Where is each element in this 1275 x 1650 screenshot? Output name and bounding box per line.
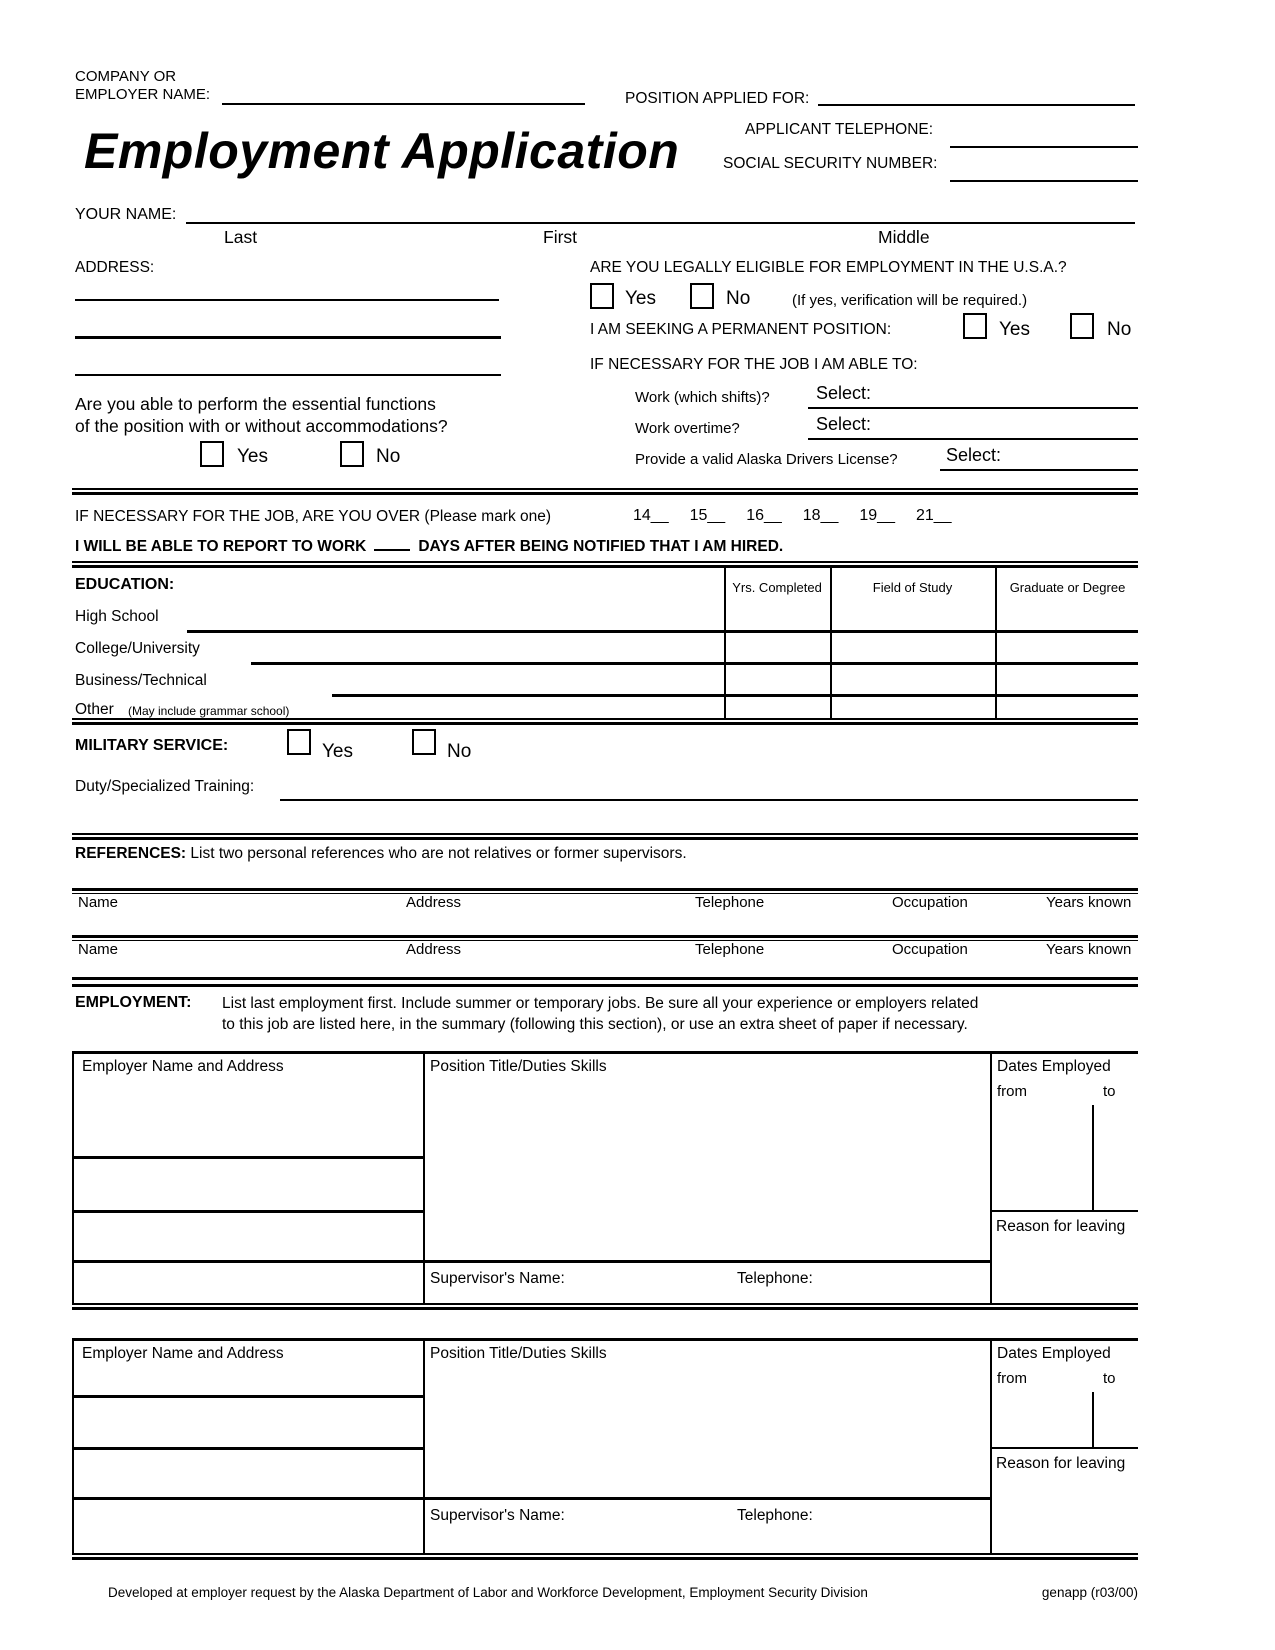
essential-functions-no-checkbox[interactable] <box>340 441 364 467</box>
permanent-yes-label: Yes <box>999 319 1030 340</box>
education-other-note: (May include grammar school) <box>128 704 290 718</box>
usa-eligible-no-checkbox[interactable] <box>690 283 714 309</box>
dates-from-to-divider <box>1092 1105 1094 1210</box>
reason-divider-line <box>990 1447 1138 1449</box>
reference-col-name: Name <box>78 941 119 958</box>
military-yes-checkbox[interactable] <box>287 729 311 755</box>
supervisor-name-label: Supervisor's Name: <box>430 1507 565 1524</box>
age-option-18[interactable]: 18__ <box>802 507 839 524</box>
employment-block-top-border <box>72 1338 1138 1341</box>
report-to-work-suffix: DAYS AFTER BEING NOTIFIED THAT I AM HIRED. <box>418 538 784 555</box>
form-title: Employment Application <box>84 123 680 179</box>
supervisor-telephone-label: Telephone: <box>737 1507 813 1524</box>
ssn-label: SOCIAL SECURITY NUMBER: <box>723 155 938 172</box>
dates-from-label: from <box>997 1083 1027 1100</box>
dates-to-label: to <box>1103 1083 1116 1100</box>
applicant-telephone-field-line[interactable] <box>950 146 1138 148</box>
military-no-label: No <box>447 741 472 762</box>
dates-employed-label: Dates Employed <box>997 1345 1111 1362</box>
employer-name-label: Employer Name and Address <box>82 1058 284 1075</box>
employment-column-divider <box>990 1051 992 1303</box>
education-row-business: Business/Technical <box>75 672 207 689</box>
essential-functions-question-line1: Are you able to perform the essential functions <box>75 394 436 414</box>
reference-col-telephone: Telephone <box>695 941 765 958</box>
reason-for-leaving-label: Reason for leaving <box>996 1455 1126 1472</box>
usa-eligible-question: ARE YOU LEGALLY ELIGIBLE FOR EMPLOYMENT IN THE U.S.A.? <box>590 259 1067 276</box>
essential-functions-yes-label: Yes <box>237 446 268 467</box>
section-divider <box>72 977 1138 987</box>
position-title-label: Position Title/Duties Skills <box>430 1058 607 1075</box>
position-title-label: Position Title/Duties Skills <box>430 1345 607 1362</box>
position-applied-label: POSITION APPLIED FOR: <box>625 90 810 107</box>
position-applied-field-line[interactable] <box>818 104 1135 106</box>
usa-eligible-yes-label: Yes <box>625 288 656 309</box>
employer-name-label: Employer Name and Address <box>82 1345 284 1362</box>
address-field-line-1[interactable] <box>75 299 499 301</box>
reference-col-address: Address <box>406 894 462 911</box>
permanent-yes-checkbox[interactable] <box>963 313 987 339</box>
name-sublabel-middle: Middle <box>878 227 930 247</box>
usa-eligible-no-label: No <box>726 288 751 309</box>
applicant-telephone-label: APPLICANT TELEPHONE: <box>745 121 934 138</box>
age-option-16[interactable]: 16__ <box>746 507 782 524</box>
address-field-line-2[interactable] <box>75 336 501 339</box>
report-to-work-prefix: I WILL BE ABLE TO REPORT TO WORK <box>75 538 367 555</box>
military-yes-label: Yes <box>322 741 353 762</box>
age-option-19[interactable]: 19__ <box>859 507 895 524</box>
employment-block-bottom-border <box>72 1553 1138 1560</box>
company-name-field-line[interactable] <box>222 103 585 105</box>
section-divider <box>72 561 1138 568</box>
business-field-line[interactable] <box>332 694 1138 697</box>
reference-col-occupation: Occupation <box>892 941 968 958</box>
employment-instructions-line2: to this job are listed here, in the summary (following this section), or use an extra sheet of paper if necessary. <box>222 1016 968 1033</box>
supervisor-name-label: Supervisor's Name: <box>430 1270 565 1287</box>
age-options <box>633 507 973 525</box>
duty-training-label: Duty/Specialized Training: <box>75 778 255 795</box>
report-to-work-line <box>75 536 783 556</box>
references-heading: REFERENCES: <box>75 845 187 862</box>
military-service-heading: MILITARY SERVICE: <box>75 737 229 754</box>
employment-heading: EMPLOYMENT: <box>75 994 192 1011</box>
supervisor-telephone-label: Telephone: <box>737 1270 813 1287</box>
reason-divider-line <box>990 1210 1138 1212</box>
permanent-no-label: No <box>1107 319 1132 340</box>
reference-col-telephone: Telephone <box>695 894 765 911</box>
able-to-heading: IF NECESSARY FOR THE JOB I AM ABLE TO: <box>590 356 918 373</box>
work-overtime-field-line[interactable] <box>808 438 1138 440</box>
employment-column-divider <box>423 1051 425 1303</box>
college-field-line[interactable] <box>251 662 1138 665</box>
essential-functions-yes-checkbox[interactable] <box>200 441 224 467</box>
reference-col-name: Name <box>78 894 119 911</box>
education-col-field-of-study: Field of Study <box>872 580 953 595</box>
drivers-license-select-label: Select: <box>946 445 1002 465</box>
supervisor-row-divider <box>72 1260 992 1263</box>
dates-from-label: from <box>997 1370 1027 1387</box>
section-divider <box>72 718 1138 725</box>
employer-field-line[interactable] <box>72 1447 423 1450</box>
employer-field-line[interactable] <box>72 1156 423 1159</box>
employment-block-left-border <box>72 1051 74 1303</box>
footer-attribution: Developed at employer request by the Alaska Department of Labor and Workforce Development, Employment Security Division <box>108 1585 868 1600</box>
report-days-field-line[interactable] <box>374 536 410 551</box>
dates-from-to-divider <box>1092 1392 1094 1447</box>
reference-col-years-known: Years known <box>1046 941 1132 958</box>
work-shifts-label: Work (which shifts)? <box>635 389 770 406</box>
reference-col-address: Address <box>406 941 462 958</box>
employer-field-line[interactable] <box>72 1395 423 1398</box>
references-heading-line <box>75 845 687 863</box>
ssn-field-line[interactable] <box>950 180 1138 182</box>
your-name-label: YOUR NAME: <box>75 206 177 223</box>
reference-row-line <box>72 888 1138 894</box>
usa-eligible-yes-checkbox[interactable] <box>590 283 614 309</box>
drivers-license-label: Provide a valid Alaska Drivers License? <box>635 451 898 468</box>
references-instructions: List two personal references who are not relatives or former supervisors. <box>190 845 687 862</box>
education-row-other: Other <box>75 701 114 718</box>
drivers-license-field-line[interactable] <box>940 469 1138 471</box>
reference-col-occupation: Occupation <box>892 894 968 911</box>
work-shifts-select-label: Select: <box>816 383 872 403</box>
military-no-checkbox[interactable] <box>412 729 436 755</box>
education-row-high-school: High School <box>75 608 159 625</box>
reference-row-line <box>72 935 1138 941</box>
address-label: ADDRESS: <box>75 259 155 276</box>
employment-block-bottom-border <box>72 1303 1138 1310</box>
work-overtime-select-label: Select: <box>816 414 872 434</box>
company-label-line2: EMPLOYER NAME: <box>75 86 211 103</box>
education-col-graduate-degree: Graduate or Degree <box>1009 580 1126 595</box>
employment-column-divider <box>990 1338 992 1553</box>
company-label-line1: COMPANY OR <box>75 68 177 85</box>
reference-col-years-known: Years known <box>1046 894 1132 911</box>
employment-instructions-line1: List last employment first. Include summer or temporary jobs. Be sure all your experience or employers related <box>222 995 979 1012</box>
name-sublabel-last: Last <box>224 227 258 247</box>
section-divider <box>72 833 1138 840</box>
high-school-field-line[interactable] <box>187 630 1138 633</box>
age-option-14[interactable]: 14__ <box>633 507 669 524</box>
essential-functions-no-label: No <box>376 446 401 467</box>
age-question: IF NECESSARY FOR THE JOB, ARE YOU OVER (Please mark one) <box>75 508 552 525</box>
essential-functions-question-line2: of the position with or without accommodations? <box>75 416 448 436</box>
education-row-college: College/University <box>75 640 200 657</box>
employer-field-line[interactable] <box>72 1210 423 1213</box>
age-option-15[interactable]: 15__ <box>689 507 726 524</box>
duty-training-field-line[interactable] <box>280 799 1138 801</box>
dates-to-label: to <box>1103 1370 1116 1387</box>
footer-form-number: genapp (r03/00) <box>1041 1585 1138 1600</box>
age-option-21[interactable]: 21__ <box>915 507 952 524</box>
employment-column-divider <box>423 1338 425 1553</box>
your-name-field-line[interactable] <box>186 222 1135 224</box>
verification-note: (If yes, verification will be required.) <box>792 292 1028 309</box>
address-field-line-3[interactable] <box>75 374 501 376</box>
dates-employed-label: Dates Employed <box>997 1058 1111 1075</box>
employment-block-top-border <box>72 1051 1138 1054</box>
work-overtime-label: Work overtime? <box>635 420 740 437</box>
education-col-yrs-completed: Yrs. Completed <box>732 580 822 595</box>
permanent-no-checkbox[interactable] <box>1070 313 1094 339</box>
employment-block-left-border <box>72 1338 74 1553</box>
permanent-position-label: I AM SEEKING A PERMANENT POSITION: <box>590 321 892 338</box>
name-sublabel-first: First <box>543 227 578 247</box>
section-divider <box>72 488 1138 495</box>
reason-for-leaving-label: Reason for leaving <box>996 1218 1126 1235</box>
education-heading: EDUCATION: <box>75 576 175 593</box>
supervisor-row-divider <box>72 1497 992 1500</box>
work-shifts-field-line[interactable] <box>808 407 1138 409</box>
